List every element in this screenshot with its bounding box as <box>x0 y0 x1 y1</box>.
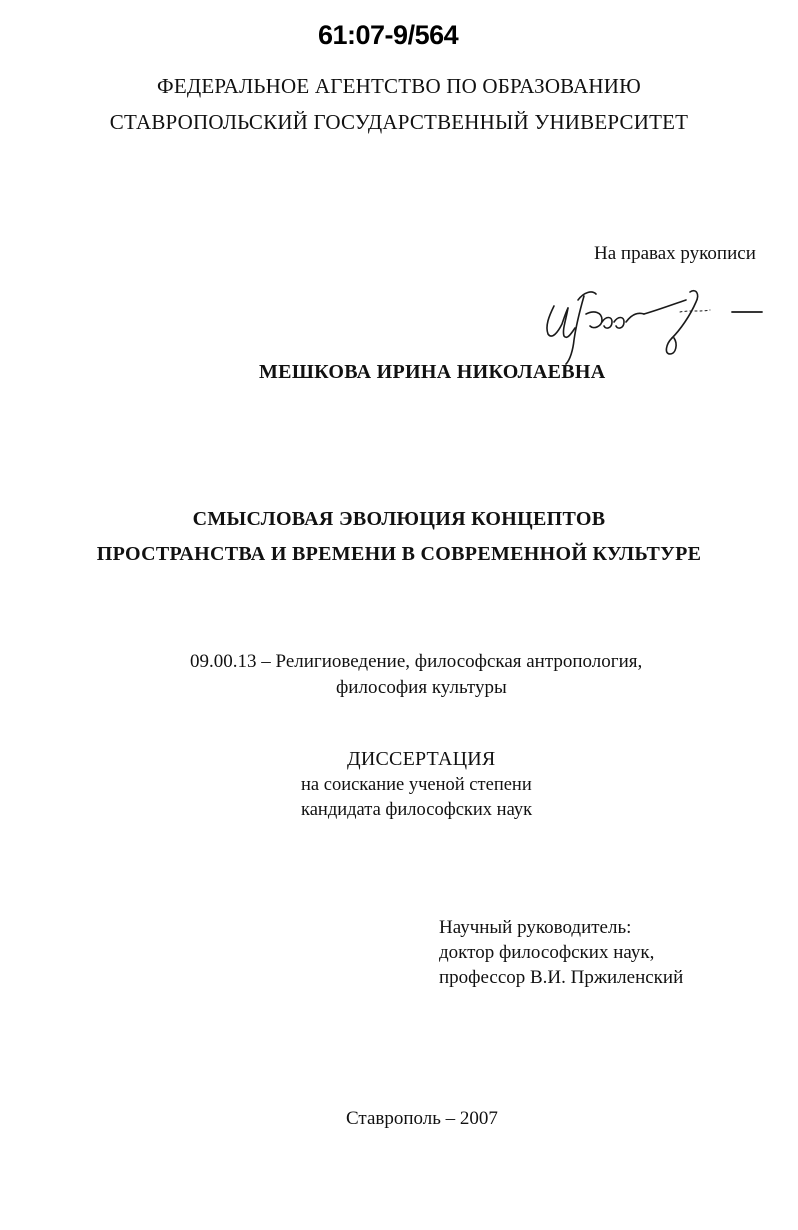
degree-name-line: кандидата философских наук <box>301 800 533 820</box>
manuscript-note: На правах рукописи <box>594 243 756 264</box>
supervisor-name: профессор В.И. Пржиленский <box>439 967 684 988</box>
supervisor-degree: доктор философских наук, <box>439 942 655 963</box>
author-name: МЕШКОВА ИРИНА НИКОЛАЕВНА <box>259 361 606 383</box>
dissertation-title-line-1: СМЫСЛОВАЯ ЭВОЛЮЦИЯ КОНЦЕПТОВ <box>192 508 606 530</box>
specialty-continuation-line: философия культуры <box>336 677 507 698</box>
degree-purpose-line: на соискание ученой степени <box>301 775 532 795</box>
signature-icon <box>540 282 770 366</box>
dissertation-title-line-2: ПРОСТРАНСТВА И ВРЕМЕНИ В СОВРЕМЕННОЙ КУЛЬТУРЕ <box>96 543 702 565</box>
supervisor-label: Научный руководитель: <box>439 917 632 938</box>
city-year: Ставрополь – 2007 <box>346 1108 498 1129</box>
document-type: ДИССЕРТАЦИЯ <box>347 748 496 770</box>
university-name: СТАВРОПОЛЬСКИЙ ГОСУДАРСТВЕННЫЙ УНИВЕРСИТЕТ <box>109 110 689 134</box>
agency-name: ФЕДЕРАЛЬНОЕ АГЕНТСТВО ПО ОБРАЗОВАНИЮ <box>157 74 641 98</box>
catalog-number: 61:07-9/564 <box>318 20 459 50</box>
specialty-code-line: 09.00.13 – Религиоведение, философская антропология, <box>190 651 643 672</box>
